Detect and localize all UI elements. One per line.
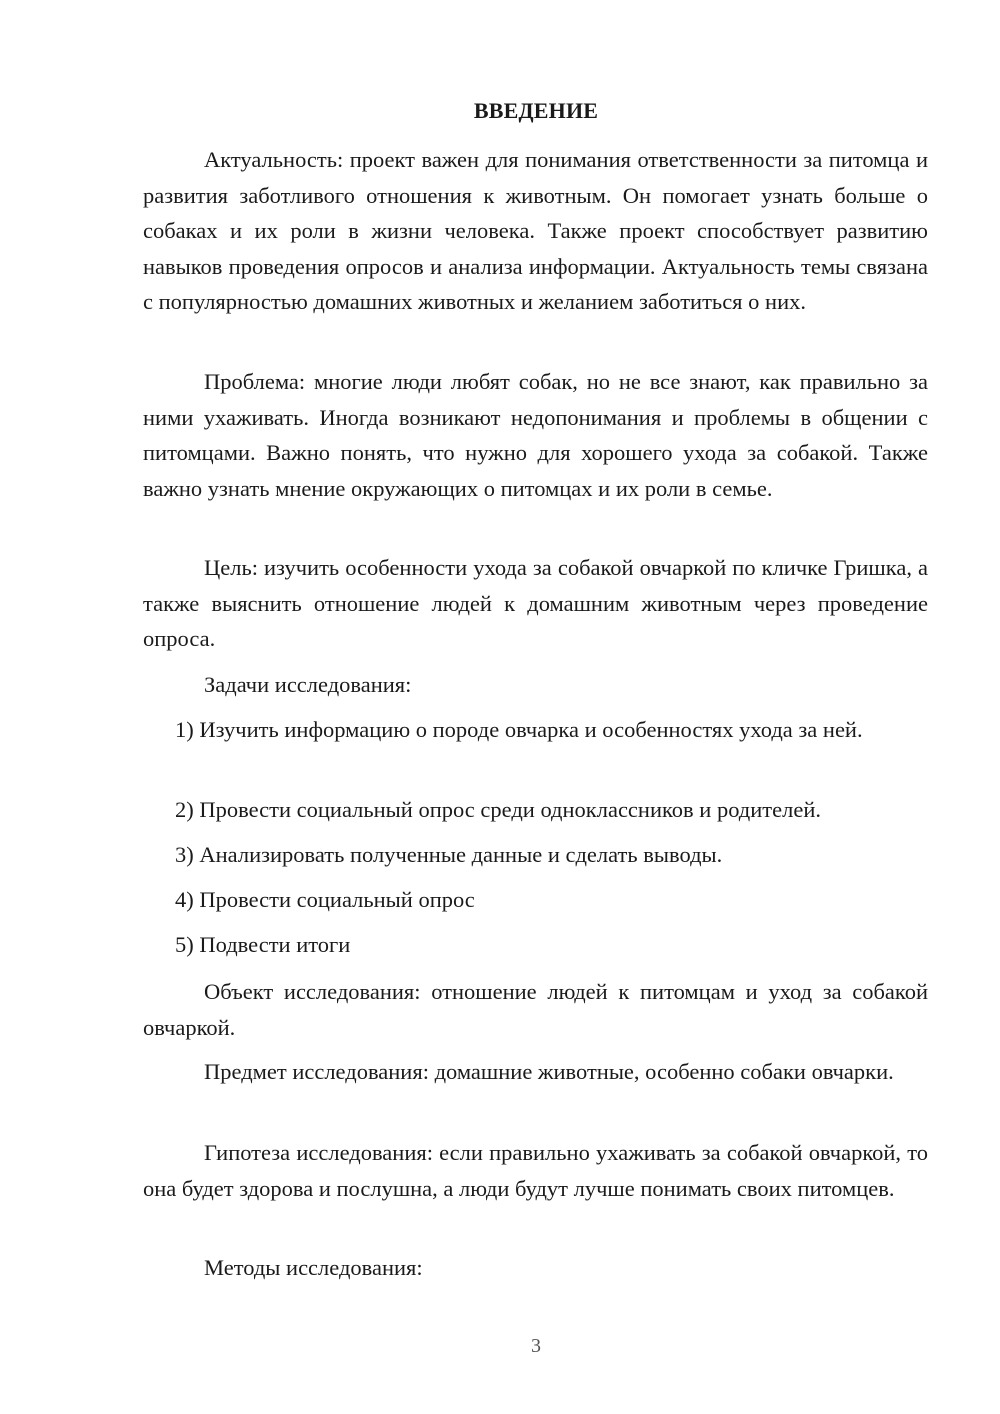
task-item-3: 3) Анализировать полученные данные и сделать выводы.	[175, 842, 723, 867]
page-title: ВВЕДЕНИЕ	[473, 98, 599, 123]
paragraph-hypothesis: Гипотеза исследования: если правильно ухаживать за собакой овчаркой, то она будет здорова и послушна, а люди будут лучше понимать своих питомцев.	[143, 1140, 928, 1201]
task-item-5: 5) Подвести итоги	[175, 932, 351, 957]
paragraph-problem: Проблема: многие люди любят собак, но не все знают, как правильно за ними ухаживать. Иногда возникают недопонимания и проблемы в общении с питомцами. Важно понять, что нужно для хорошего ухода за собакой. Также важно узнать мнение окружающих о питомцах и их роли в семье.	[143, 369, 928, 501]
paragraph-goal: Цель: изучить особенности ухода за собакой овчаркой по кличке Гришка, а также выяснить отношение людей к домашним животным через проведение опроса.	[143, 555, 928, 651]
page-number: 3	[531, 1335, 541, 1357]
task-item-4: 4) Провести социальный опрос	[175, 887, 475, 912]
paragraph-methods: Методы исследования:	[204, 1255, 423, 1280]
paragraph-relevance: Актуальность: проект важен для понимания ответственности за питомца и развития заботливого отношения к животным. Он помогает узнать больше о собаках и их роли в жизни человека. Также проект способствует развитию навыков проведения опросов и анализа информации. Актуальность темы связана с популярностью домашних животных и желанием заботиться о них.	[143, 147, 928, 314]
task-item-1: 1) Изучить информацию о породе овчарка и особенностях ухода за ней.	[175, 717, 863, 742]
paragraph-object: Объект исследования: отношение людей к питомцам и уход за собакой овчаркой.	[143, 979, 928, 1040]
tasks-heading: Задачи исследования:	[204, 672, 412, 697]
task-item-2: 2) Провести социальный опрос среди одноклассников и родителей.	[175, 797, 821, 822]
paragraph-subject: Предмет исследования: домашние животные, особенно собаки овчарки.	[204, 1059, 894, 1084]
